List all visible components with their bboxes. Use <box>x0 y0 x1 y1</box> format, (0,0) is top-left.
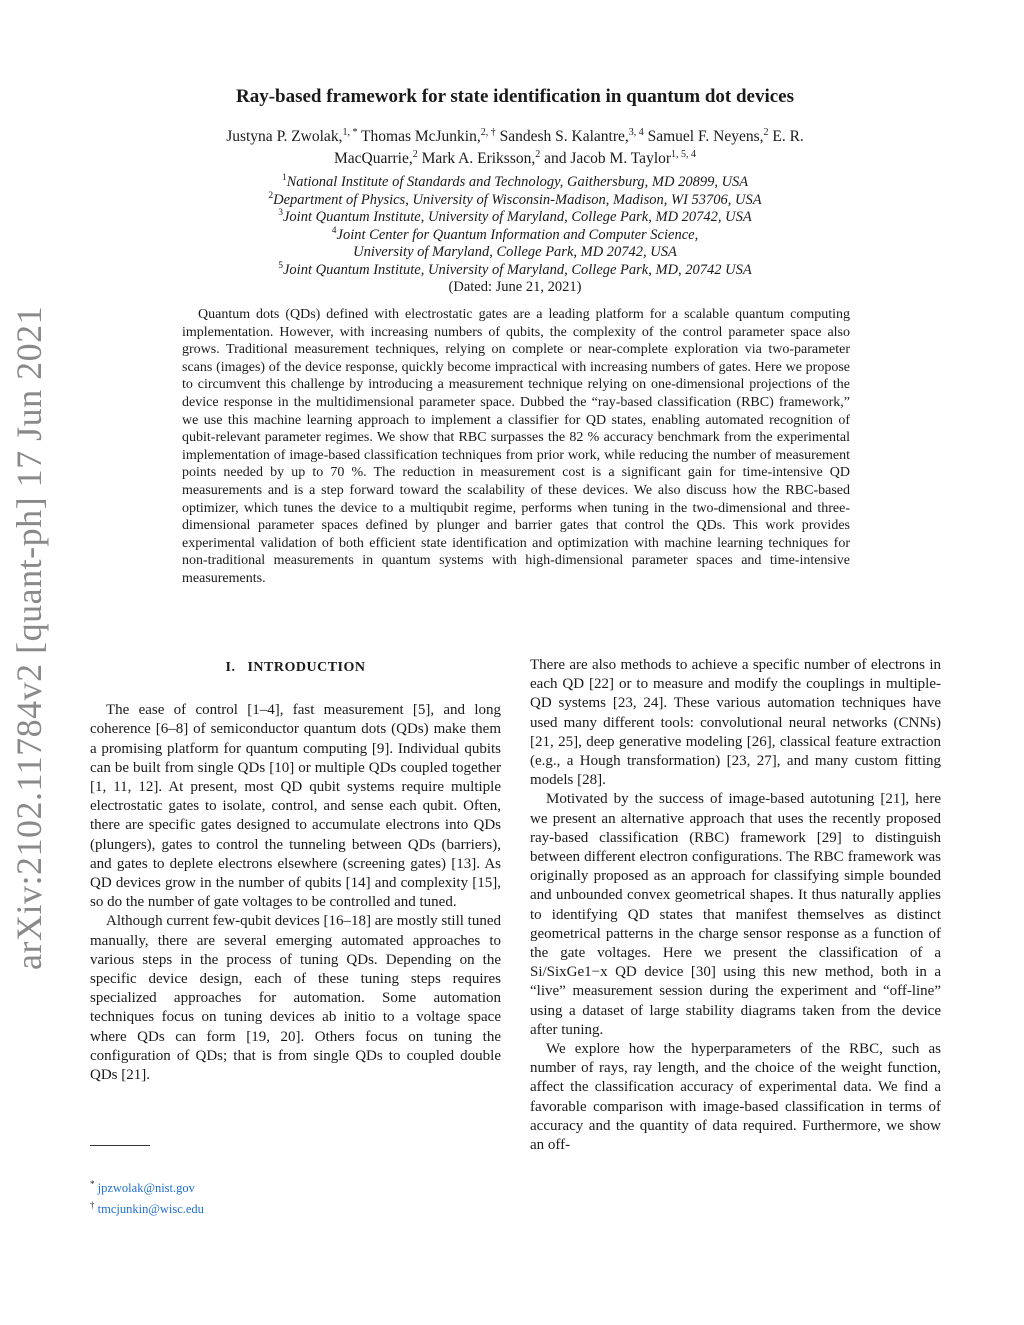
paragraph: Although current few-qubit devices [16–18] are mostly still tuned manually, there are several emerging automated approaches to various steps in the process of tuning QDs. Depending on the specific device design, each of these tuning steps requires specialized approaches for automation. Some automation techniques focus on tuning devices ab initio to a voltage space where QDs can form [19, 20]. Others focus on tuning the configuration of QDs; that is from single QDs to coupled double QDs [21]. <box>90 913 501 1084</box>
affiliation: University of Maryland, College Park, MD 20742, USA <box>353 244 677 260</box>
date-line: (Dated: June 21, 2021) <box>448 279 582 295</box>
affiliation: $^2$Department of Physics, University of Wisconsin-Madison, Madison, WI 53706, USA <box>268 190 762 208</box>
abstract: Quantum dots (QDs) defined with electrostatic gates are a leading platform for a scalable quantum computing implementation. However, with increasing numbers of qubits, the complexity of the control parameter space also grows. Traditional measurement techniques, relying on complete or near-complete exploration via two-parameter scans (images) of the device response, quickly become impractical with increasing numbers of gates. Here we propose to circumvent this challenge by introducing a measurement technique relying on one-dimensional projections of the device response in the multidimensional parameter space. Dubbed the “ray-based classification (RBC) framework,” we use this machine learning approach to implement a classifier for QD states, enabling automated recognition of qubit-relevant parameter regimes. We show that RBC surpasses the 82 % accuracy benchmark from the experimental implementation of image-based classification techniques from prior work, while reducing the number of measurement points needed by up to 70 %. The reduction in measurement cost is a significant gain for time-intensive QD measurements and is a step forward toward the scalability of these devices. We also discuss how the RBC-based optimizer, which tunes the device to a multiqubit regime, performs when tuning in the two-dimensional and three-dimensional parameter spaces defined by plunger and barrier gates that control the QDs. This work provides experimental validation of both efficient state identification and optimization with machine learning techniques for non-traditional measurements in quantum systems with high-dimensional parameter spaces and time-intensive measurements. <box>182 307 850 586</box>
author: Thomas McJunkin,$^{2, \dagger}$ <box>361 126 496 145</box>
author: and Jacob M. Taylor$^{1, 5, 4}$ <box>544 148 697 167</box>
paragraph: Motivated by the success of image-based autotuning [21], here we present an alternative approach that uses the recently proposed ray-based classification (RBC) framework [29] to distinguish between different electron configurations. The RBC framework was originally proposed as an approach for classifying simple bounded and unbounded convex geometrical shapes. It thus naturally applies to identifying QD states that manifest themselves as distinct geometrical patterns in the charge sensor response as a function of the gate voltages. Here we present the classification of a Si/SixGe1−x QD device [30] using this new method, both in a “live” measurement session during the experiment and “off-line” using a dataset of large stability diagrams taken from the device after tuning. <box>530 791 941 1038</box>
author: Mark A. Eriksson,$^2$ <box>421 148 541 167</box>
paragraph: There are also methods to achieve a specific number of electrons in each QD [22] or to measure and modify the couplings in multiple-QD systems [23, 24]. These various automation techniques have used many different tools: convolutional neural networks (CNNs) [21, 25], deep generative modeling [26], classical feature extraction (e.g., a Hough transformation) [23, 27], and many custom fitting models [28]. <box>530 657 941 789</box>
paper-title: Ray-based framework for state identification in quantum dot devices <box>235 86 794 107</box>
paragraph: The ease of control [1–4], fast measurement [5], and long coherence [6–8] of semiconductor quantum dots (QDs) make them a promising platform for quantum computing [9]. Individual qubits can be built from single QDs [10] or multiple QDs coupled together [1, 11, 12]. At present, most QD qubit systems require multiple electrostatic gates to isolate, control, and sense each qubit. Often, there are specific gates designed to accumulate electrons into QDs (plungers), gates to control the tunneling between QDs (barriers), and gates to deplete electrons elsewhere (screening gates) [13]. As QD devices grow in the number of qubits [14] and complexity [15], so do the number of gate voltages to be controlled and tuned. <box>90 702 501 911</box>
footnote-rule <box>90 1145 150 1146</box>
affiliation: $^4$Joint Center for Quantum Information and Computer Science, <box>331 225 699 243</box>
author: Justyna P. Zwolak,$^{1, *}$ <box>226 126 358 145</box>
affiliation: $^3$Joint Quantum Institute, University of Maryland, College Park, MD 20742, USA <box>278 208 752 225</box>
affiliation: $^5$Joint Quantum Institute, University of Maryland, College Park, MD, 20742 USA <box>278 260 752 278</box>
author: E. R. MacQuarrie,$^2$ <box>333 128 804 167</box>
author-list <box>200 126 830 170</box>
author: Samuel F. Neyens,$^2$ <box>647 126 769 145</box>
footnote: * jpzwolak@nist.gov <box>90 1179 195 1196</box>
section-heading: I. INTRODUCTION <box>225 660 366 675</box>
footnotes <box>90 1176 490 1218</box>
author: Sandesh S. Kalantre,$^{3, 4}$ <box>499 126 644 145</box>
email-link[interactable]: tmcjunkin@wisc.edu <box>97 1202 204 1217</box>
paragraph: We explore how the hyperparameters of the RBC, such as number of rays, ray length, and the choice of the weight function, affect the classification accuracy of experimental data. We find a favorable comparison with image-based classification in terms of accuracy and the quantity of data required. Furthermore, we show an off- <box>530 1041 941 1154</box>
affiliation: $^1$National Institute of Standards and Technology, Gaithersburg, MD 20899, USA <box>281 173 749 190</box>
affiliations <box>150 174 880 297</box>
arxiv-stamp: arXiv:2102.11784v2 [quant-ph] 17 Jun 2021 <box>9 305 49 970</box>
left-column <box>90 656 501 1085</box>
footnote: † tmcjunkin@wisc.edu <box>90 1200 204 1217</box>
email-link[interactable]: jpzwolak@nist.gov <box>97 1181 195 1196</box>
right-column <box>530 656 941 1155</box>
